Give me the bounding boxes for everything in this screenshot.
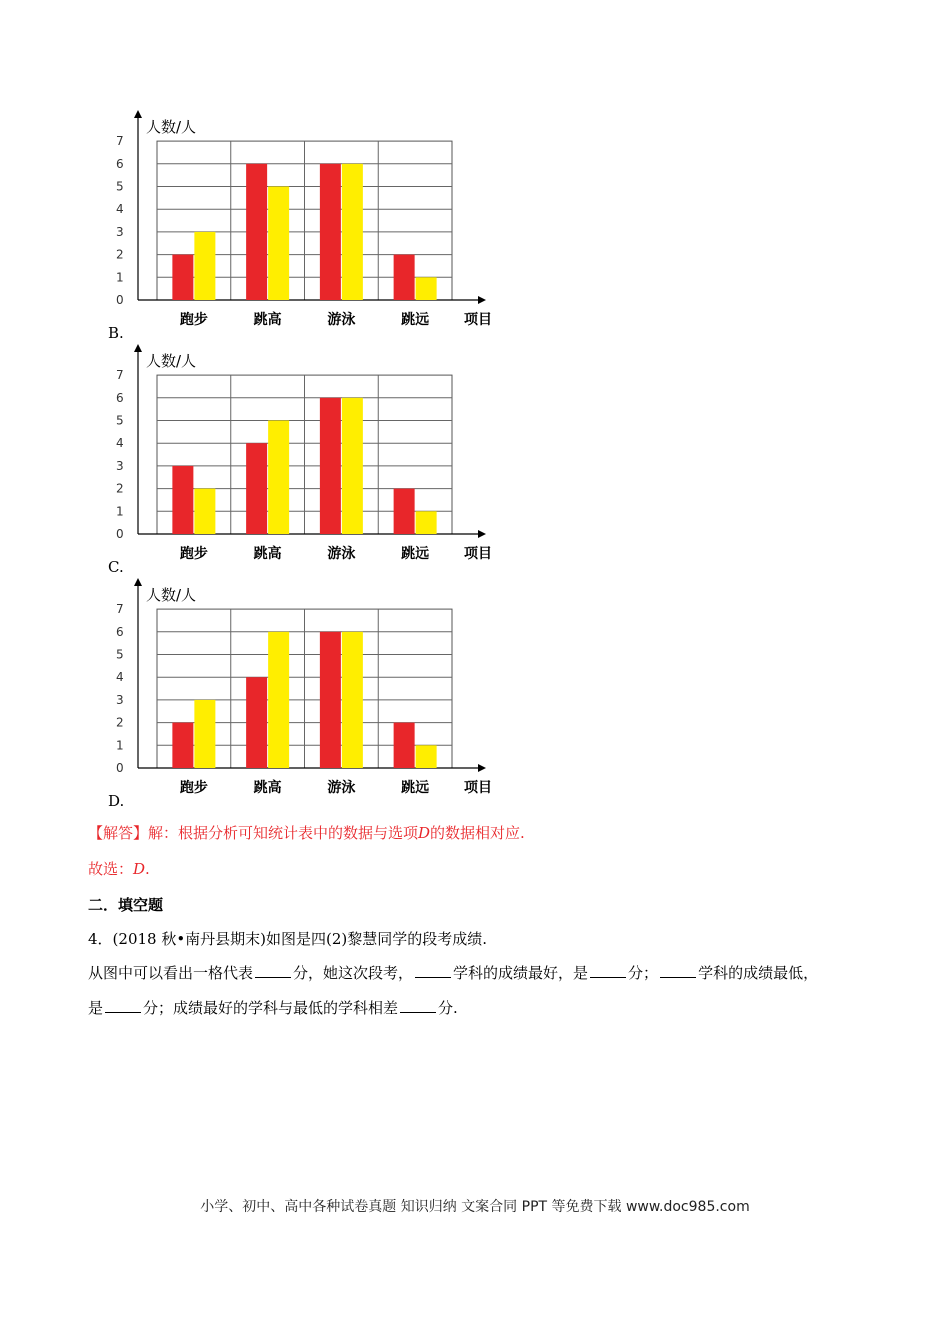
bar — [394, 489, 415, 534]
category-label: 跑步 — [179, 546, 208, 562]
y-tick-label: 4 — [116, 436, 124, 451]
bar-chart-c — [100, 342, 520, 572]
y-tick-label: 1 — [116, 504, 124, 519]
bar — [194, 489, 215, 534]
question-stem: 4．(2018 秋•南丹县期末)如图是四(2)黎慧同学的段考成绩. — [88, 930, 488, 948]
bar — [194, 232, 215, 300]
bar — [268, 421, 289, 535]
q2-part-5: 学科的成绩最低， — [698, 964, 819, 982]
bar — [342, 398, 363, 534]
y-tick-label: 0 — [116, 293, 124, 307]
x-axis-label: 项目 — [464, 780, 492, 796]
y-tick-label: 6 — [116, 156, 124, 171]
chart-option-b — [100, 108, 520, 342]
category-label: 跑步 — [179, 312, 208, 328]
option-label-d: D. — [108, 792, 125, 810]
bar — [320, 398, 341, 534]
y-tick-label: 1 — [116, 270, 124, 285]
bar-chart-d — [100, 576, 520, 806]
question-line-3 — [88, 997, 458, 1018]
q2-part-4: 分； — [628, 964, 659, 982]
bar — [172, 466, 193, 534]
x-axis-arrow — [478, 530, 486, 538]
answer-suffix: 的数据相对应. — [430, 824, 525, 842]
bar — [394, 255, 415, 300]
y-tick-label: 5 — [116, 413, 124, 428]
bar — [320, 632, 341, 768]
answer-blank-4[interactable] — [660, 963, 696, 978]
chart-option-d — [100, 576, 520, 810]
y-axis-arrow — [134, 578, 142, 586]
q2-part-1: 从图中可以看出一格代表 — [88, 964, 254, 982]
bar — [416, 511, 437, 534]
chart-option-c — [100, 342, 520, 576]
option-label-b: B. — [108, 324, 124, 342]
y-tick-label: 7 — [116, 368, 124, 383]
page-footer: 小学、初中、高中各种试卷真题 知识归纳 文案合同 PPT 等免费下载 www.doc985.com — [200, 1199, 750, 1215]
category-label: 跑步 — [179, 780, 208, 796]
bar — [416, 277, 437, 300]
bar — [342, 632, 363, 768]
y-axis-arrow — [134, 110, 142, 118]
answer-var: D — [418, 824, 431, 842]
y-axis-label: 人数/人 — [146, 118, 197, 136]
y-tick-label: 2 — [116, 715, 124, 730]
y-tick-label: 2 — [116, 481, 124, 496]
q2-part-2: 分，她这次段考， — [293, 964, 414, 982]
choice-prefix: 故选： — [88, 860, 134, 878]
bar-chart-b — [100, 108, 520, 338]
answer-blank-5[interactable] — [105, 998, 141, 1013]
answer-blank-2[interactable] — [415, 963, 451, 978]
x-axis-arrow — [478, 296, 486, 304]
y-tick-label: 4 — [116, 670, 124, 685]
choice-var: D — [133, 860, 146, 878]
q3-part-2: 分；成绩最好的学科与最低的学科相差 — [143, 999, 399, 1017]
bar — [194, 700, 215, 768]
category-label: 游泳 — [327, 546, 356, 562]
y-tick-label: 0 — [116, 761, 124, 775]
y-tick-label: 7 — [116, 602, 124, 617]
category-label: 跳远 — [401, 546, 430, 562]
answer-blank-6[interactable] — [400, 998, 436, 1013]
answer-blank-1[interactable] — [255, 963, 291, 978]
option-label-c: C. — [108, 558, 124, 576]
bar — [172, 723, 193, 768]
y-tick-label: 5 — [116, 647, 124, 662]
bar — [320, 164, 341, 300]
category-label: 跳高 — [253, 780, 282, 796]
y-tick-label: 3 — [116, 224, 124, 239]
bar — [246, 443, 267, 534]
category-label: 跳远 — [401, 780, 430, 796]
y-tick-label: 6 — [116, 624, 124, 639]
bar — [342, 164, 363, 300]
q3-part-1: 是 — [88, 999, 104, 1017]
answer-line — [88, 822, 525, 843]
bar — [172, 255, 193, 300]
category-label: 跳高 — [253, 546, 282, 562]
y-tick-label: 4 — [116, 202, 124, 217]
answer-blank-3[interactable] — [590, 963, 626, 978]
y-axis-label: 人数/人 — [146, 352, 197, 370]
category-label: 游泳 — [327, 780, 356, 796]
y-tick-label: 3 — [116, 458, 124, 473]
y-tick-label: 2 — [116, 247, 124, 262]
q3-part-3: 分. — [438, 999, 458, 1017]
choice-suffix: . — [145, 860, 150, 878]
bar — [268, 187, 289, 301]
bar — [246, 164, 267, 300]
y-tick-label: 7 — [116, 134, 124, 149]
bar — [416, 745, 437, 768]
category-label: 跳远 — [401, 312, 430, 328]
y-tick-label: 0 — [116, 527, 124, 541]
section-heading: 二．填空题 — [88, 896, 164, 914]
x-axis-label: 项目 — [464, 312, 492, 328]
x-axis-arrow — [478, 764, 486, 772]
y-tick-label: 6 — [116, 390, 124, 405]
bar — [268, 632, 289, 768]
category-label: 游泳 — [327, 312, 356, 328]
y-axis-arrow — [134, 344, 142, 352]
choice-line — [88, 858, 150, 879]
category-label: 跳高 — [253, 312, 282, 328]
question-line-2 — [88, 962, 818, 983]
q2-part-3: 学科的成绩最好，是 — [453, 964, 589, 982]
bar — [394, 723, 415, 768]
x-axis-label: 项目 — [464, 546, 492, 562]
answer-prefix: 【解答】解：根据分析可知统计表中的数据与选项 — [88, 824, 419, 842]
y-tick-label: 3 — [116, 692, 124, 707]
y-axis-label: 人数/人 — [146, 586, 197, 604]
bar — [246, 677, 267, 768]
y-tick-label: 5 — [116, 179, 124, 194]
y-tick-label: 1 — [116, 738, 124, 753]
